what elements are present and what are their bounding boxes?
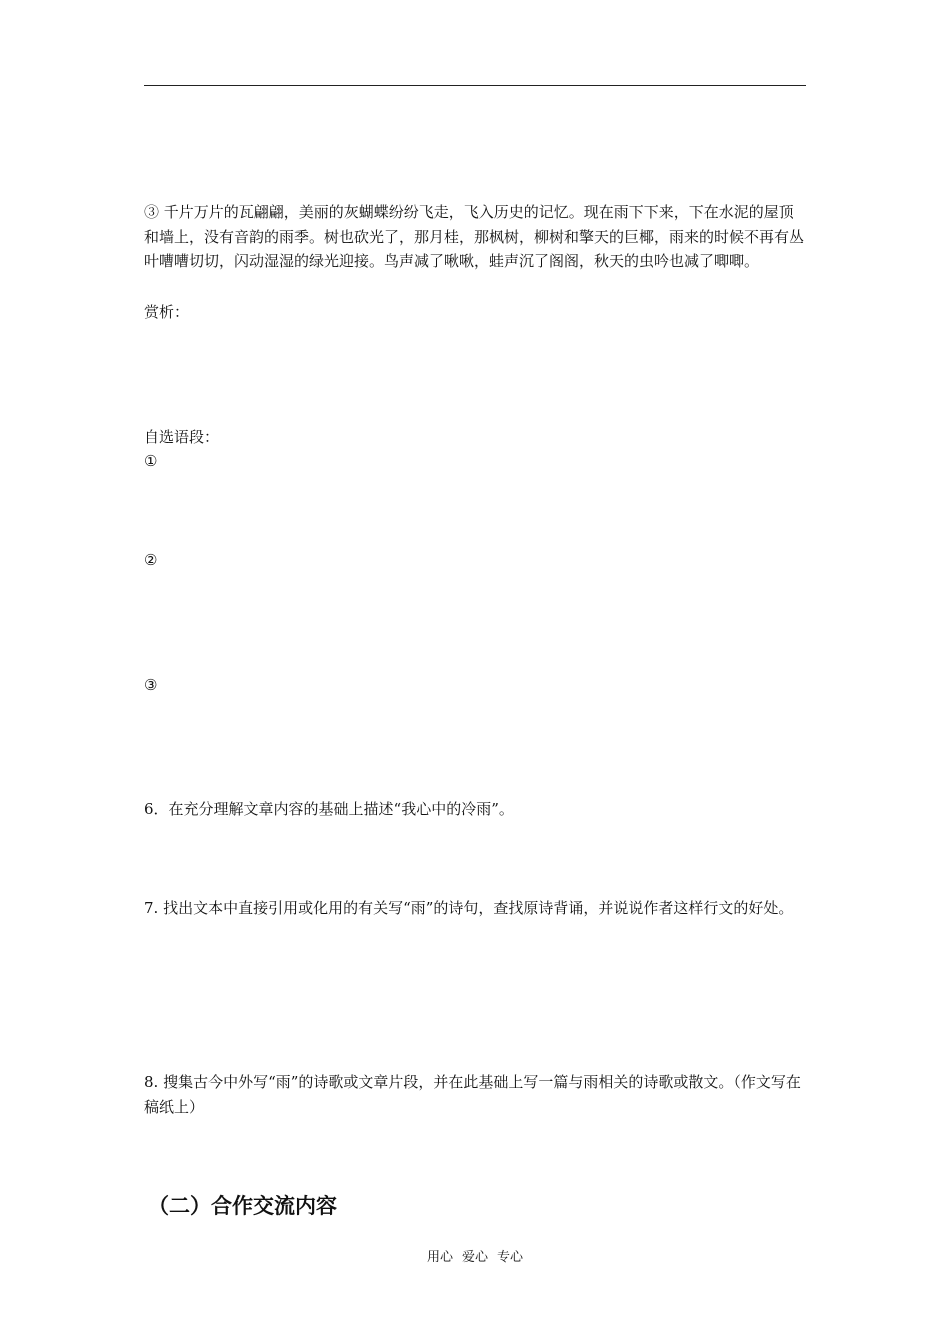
passage-3: ③ 千片万片的瓦翩翩，美丽的灰蝴蝶纷纷飞走，飞入历史的记忆。现在雨下下来，下在水泥的屋顶和墙上，没有音韵的雨季。树也砍光了，那月桂，那枫树，柳树和擎天的巨椰，雨来的时候不再有丛叶嘈嘈切切，闪动湿湿的绿光迎接。鸟声减了啾啾，蛙声沉了阁阁，秋天的虫吟也减了唧唧。: [144, 203, 805, 270]
self-selected-item-3: ③: [144, 676, 158, 694]
question-7: 7. 找出文本中直接引用或化用的有关写“雨”的诗句，查找原诗背诵，并说说作者这样行文的好处。: [144, 899, 794, 917]
footer-word-2: 爱心: [461, 1250, 488, 1265]
self-selected-item-1: ①: [144, 452, 158, 470]
header-rule: [144, 85, 806, 86]
page-footer: [0, 1249, 950, 1267]
footer-word-3: 专心: [497, 1250, 524, 1265]
question-8: 8. 搜集古今中外写“雨”的诗歌或文章片段，并在此基础上写一篇与雨相关的诗歌或散文。（作文写在稿纸上）: [144, 1073, 801, 1116]
footer-word-1: 用心: [426, 1250, 453, 1265]
question-6: 6．在充分理解文章内容的基础上描述“我心中的冷雨”。: [144, 800, 514, 818]
appreciation-label: 赏析：: [144, 303, 190, 321]
self-selected-item-2: ②: [144, 551, 158, 569]
self-selected-label: 自选语段：: [144, 428, 220, 446]
section-heading: （二）合作交流内容: [148, 1194, 337, 1218]
